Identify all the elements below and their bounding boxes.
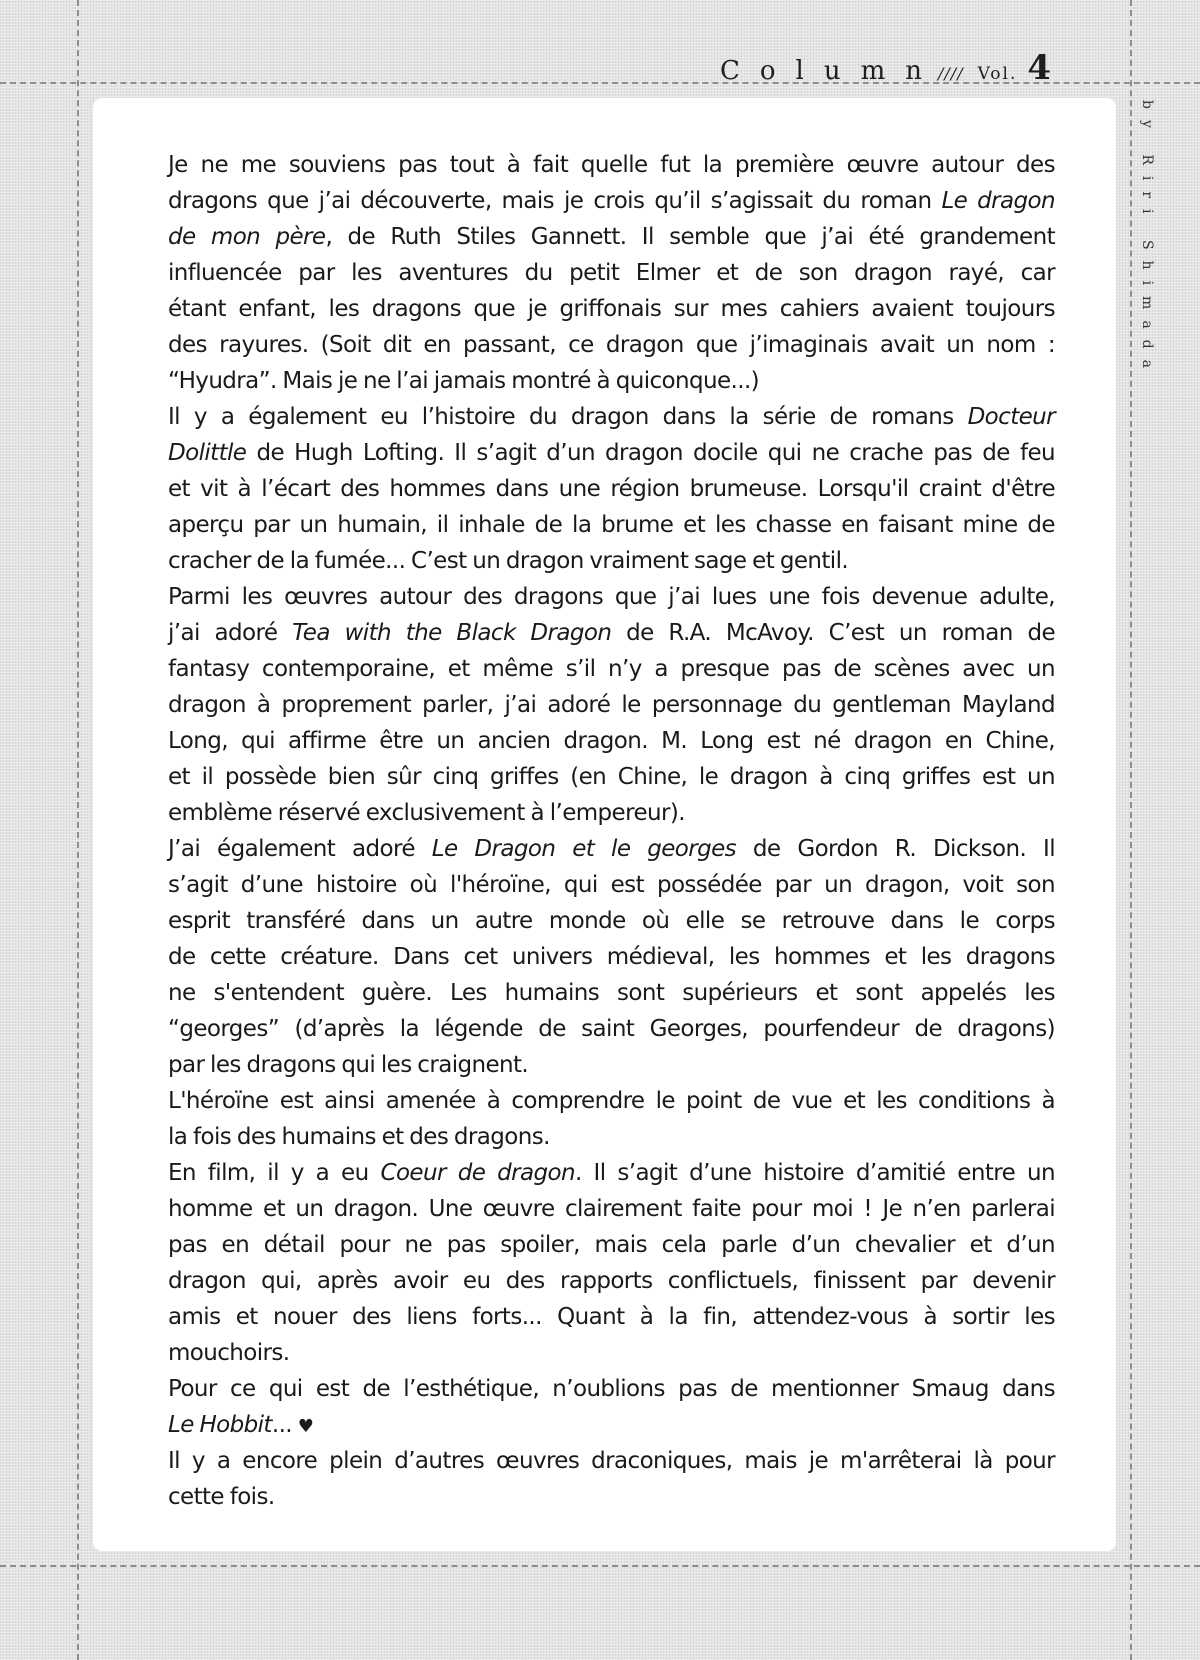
italic-title: Docteur xyxy=(967,404,1055,430)
text-line xyxy=(168,651,1055,687)
text-segment: de cette créature. Dans cet univers médieval, les hommes et les dragons xyxy=(168,944,1055,970)
text-segment: Je ne me souviens pas tout à fait quelle fut la première œuvre autour des xyxy=(168,152,1055,178)
text-segment: Pour ce qui est de l’esthétique, n’oublions pas de mentionner Smaug dans xyxy=(168,1376,1055,1402)
text-line xyxy=(168,1011,1055,1047)
text-line xyxy=(168,867,1055,903)
text-segment: Il y a également eu l’histoire du dragon dans la série de romans xyxy=(168,404,968,430)
text-segment: étant enfant, les dragons que je griffonais sur mes cahiers avaient toujours xyxy=(168,296,1055,322)
text-segment: la fois des humains et des dragons. xyxy=(168,1124,550,1150)
italic-title: Le Dragon et le georges xyxy=(431,836,737,862)
text-line xyxy=(168,1119,1055,1155)
text-segment: Long, qui affirme être un ancien dragon. M. Long est né dragon en Chine, xyxy=(168,728,1055,754)
italic-title: Le Hobbit xyxy=(168,1412,272,1438)
text-line xyxy=(168,471,1055,507)
text-segment: dragon qui, après avoir eu des rapports conflictuels, finissent par devenir xyxy=(168,1268,1055,1294)
text-line xyxy=(168,1335,1055,1371)
text-line xyxy=(168,399,1055,435)
text-segment: ne s'entendent guère. Les humains sont supérieurs et sont appelés les xyxy=(168,980,1055,1006)
top-dashed-guide xyxy=(0,82,1200,84)
text-line xyxy=(168,903,1055,939)
text-segment: dragon à proprement parler, j’ai adoré le personnage du gentleman Mayland xyxy=(168,692,1055,718)
text-line xyxy=(168,327,1055,363)
text-segment: de Hugh Lofting. Il s’agit d’un dragon docile qui ne crache pas de feu xyxy=(246,440,1055,466)
text-segment: dragons que j’ai découverte, mais je crois qu’il s’agissait du roman xyxy=(168,188,942,214)
left-dashed-guide xyxy=(77,0,79,1660)
text-line xyxy=(168,1479,1055,1515)
italic-title: Tea with the Black Dragon xyxy=(292,620,612,646)
text-segment: j’ai adoré xyxy=(168,620,293,646)
volume-label: Vol. xyxy=(977,64,1018,84)
text-line xyxy=(168,1083,1055,1119)
text-segment: Parmi les œuvres autour des dragons que j’ai lues une fois devenue adulte, xyxy=(168,584,1055,610)
text-line xyxy=(168,1047,1055,1083)
text-segment: L'héroïne est ainsi amenée à comprendre le point de vue et les conditions à xyxy=(168,1088,1055,1114)
column-header xyxy=(720,48,1052,88)
text-line xyxy=(168,975,1055,1011)
text-segment: mouchoirs. xyxy=(168,1340,290,1366)
text-segment: cracher de la fumée... C’est un dragon vraiment sage et gentil. xyxy=(168,548,849,574)
text-segment: pas en détail pour ne pas spoiler, mais cela parle d’un chevalier et d’un xyxy=(168,1232,1055,1258)
text-segment: fantasy contemporaine, et même s’il n’y a presque pas de scènes avec un xyxy=(168,656,1055,682)
text-line xyxy=(168,363,1055,399)
text-line xyxy=(168,1263,1055,1299)
text-segment: En film, il y a eu xyxy=(168,1160,381,1186)
italic-title: Coeur de dragon xyxy=(380,1160,575,1186)
text-segment: homme et un dragon. Une œuvre clairement faite pour moi ! Je n’en parlerai xyxy=(168,1196,1055,1222)
italic-title: Le dragon xyxy=(941,188,1055,214)
text-segment: s’agit d’une histoire où l'héroïne, qui est possédée par un dragon, voit son xyxy=(168,872,1055,898)
text-line xyxy=(168,219,1055,255)
text-segment: de Gordon R. Dickson. Il xyxy=(736,836,1055,862)
volume-number: 4 xyxy=(1027,48,1052,88)
text-line xyxy=(168,1191,1055,1227)
text-line xyxy=(168,795,1055,831)
italic-title: de mon père xyxy=(168,224,326,250)
text-line xyxy=(168,183,1055,219)
text-segment: et il possède bien sûr cinq griffes (en Chine, le dragon à cinq griffes est un xyxy=(168,764,1055,790)
right-dashed-guide xyxy=(1130,0,1132,1660)
text-segment: Il y a encore plein d’autres œuvres draconiques, mais je m'arrêterai là pour xyxy=(168,1448,1055,1474)
text-line xyxy=(168,1407,1055,1443)
text-segment: et vit à l’écart des hommes dans une région brumeuse. Lorsqu'il craint d'être xyxy=(168,476,1055,502)
text-line xyxy=(168,687,1055,723)
text-line xyxy=(168,759,1055,795)
text-segment: aperçu par un humain, il inhale de la brume et les chasse en faisant mine de xyxy=(168,512,1055,538)
author-byline: by Riri Shimada xyxy=(1139,100,1155,379)
text-line xyxy=(168,1299,1055,1335)
text-line xyxy=(168,543,1055,579)
text-segment: des rayures. (Soit dit en passant, ce dragon que j’imaginais avait un nom : xyxy=(168,332,1055,358)
italic-title: Dolittle xyxy=(168,440,247,466)
text-segment: “georges” (d’après la légende de saint Georges, pourfendeur de dragons) xyxy=(168,1016,1055,1042)
text-segment: ... xyxy=(271,1412,298,1438)
text-line xyxy=(168,1155,1055,1191)
text-line xyxy=(168,723,1055,759)
text-segment: par les dragons qui les craignent. xyxy=(168,1052,529,1078)
text-segment: , de Ruth Stiles Gannett. Il semble que j’ai été grandement xyxy=(325,224,1055,250)
text-segment: influencée par les aventures du petit Elmer et de son dragon rayé, car xyxy=(168,260,1055,286)
text-line xyxy=(168,1443,1055,1479)
text-line xyxy=(168,291,1055,327)
text-segment: cette fois. xyxy=(168,1484,275,1510)
text-line xyxy=(168,579,1055,615)
text-line xyxy=(168,1371,1055,1407)
text-segment: esprit transféré dans un autre monde où elle se retrouve dans le corps xyxy=(168,908,1055,934)
article-body xyxy=(168,147,1055,1515)
text-line xyxy=(168,507,1055,543)
text-line xyxy=(168,831,1055,867)
bottom-dashed-guide xyxy=(0,1565,1200,1567)
text-line xyxy=(168,1227,1055,1263)
text-line xyxy=(168,615,1055,651)
text-segment: de R.A. McAvoy. C’est un roman de xyxy=(611,620,1055,646)
text-segment: amis et nouer des liens forts... Quant à la fin, attendez-vous à sortir les xyxy=(168,1304,1055,1330)
text-line xyxy=(168,939,1055,975)
column-title: Column xyxy=(720,56,943,86)
text-line xyxy=(168,147,1055,183)
header-separator: //// xyxy=(938,64,964,83)
text-segment: . Il s’agit d’une histoire d’amitié entre un xyxy=(574,1160,1055,1186)
text-segment: “Hyudra”. Mais je ne l’ai jamais montré à quiconque...) xyxy=(168,368,760,394)
text-segment: J’ai également adoré xyxy=(168,836,432,862)
text-line xyxy=(168,435,1055,471)
text-segment: emblème réservé exclusivement à l’empereur). xyxy=(168,800,685,826)
heart-icon: ♥ xyxy=(297,1416,314,1437)
text-line xyxy=(168,255,1055,291)
